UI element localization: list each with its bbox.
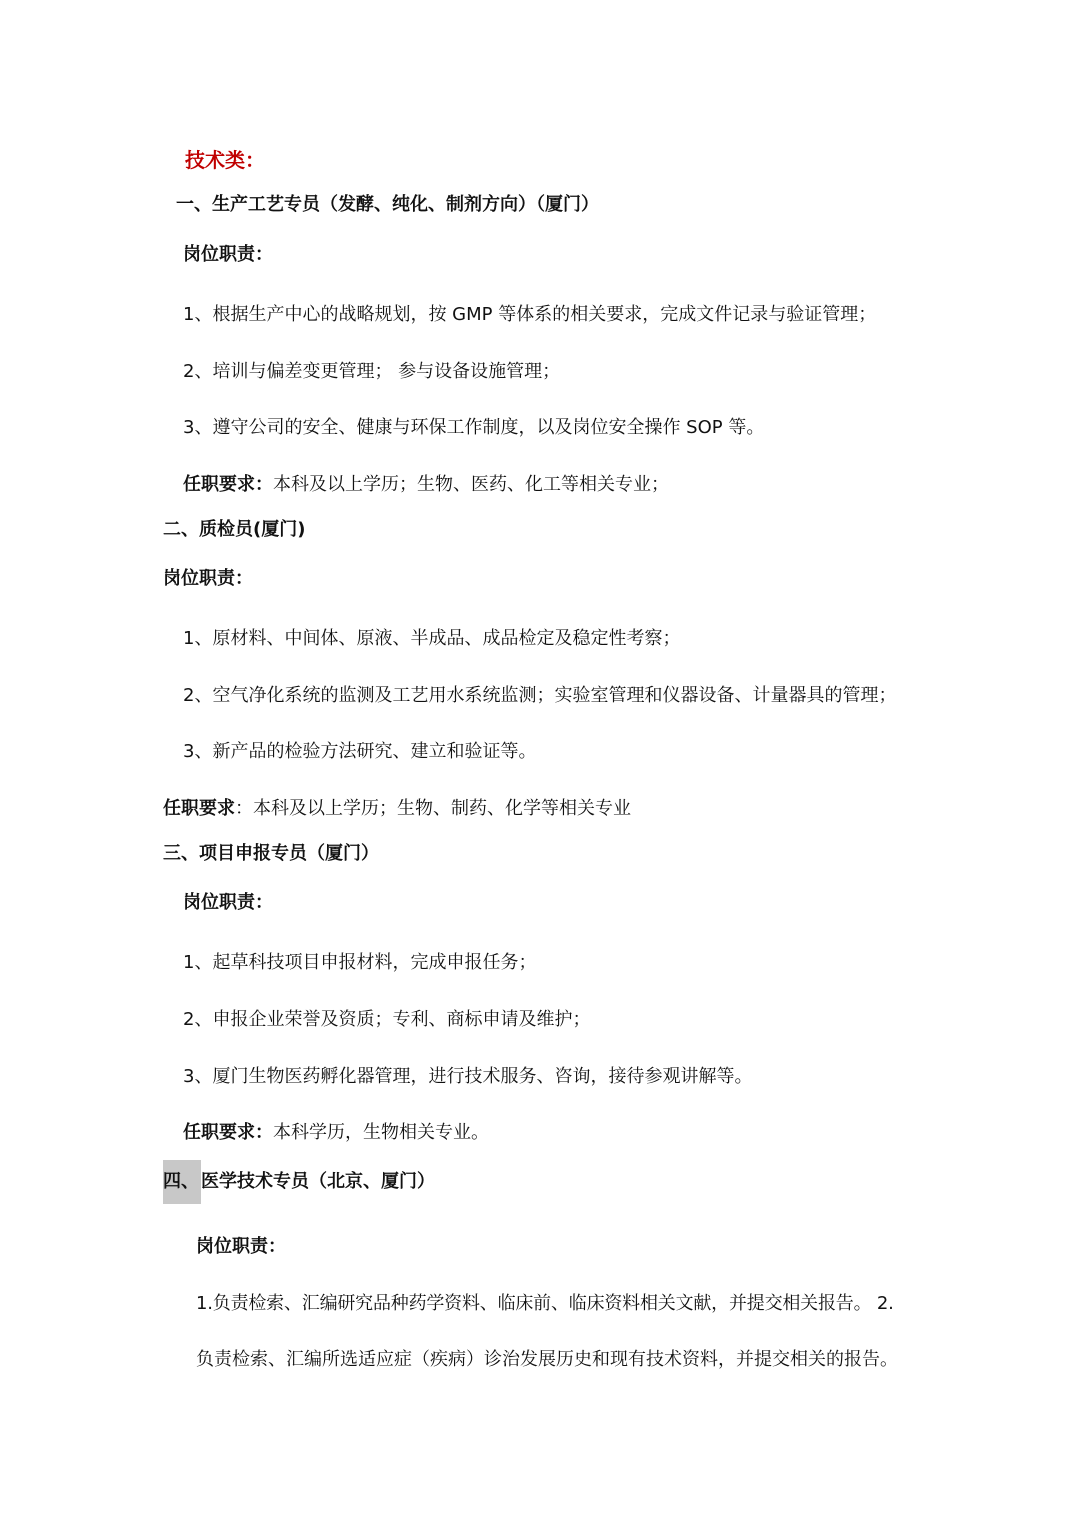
position-3-title: 三、项目申报专员（厦门） xyxy=(163,843,379,864)
requirements-text: 本科及以上学历；生物、医药、化工等相关专业； xyxy=(273,474,669,495)
position-1-requirements xyxy=(183,473,669,497)
requirements-label: 任职要求： xyxy=(183,474,273,495)
position-1-duty-1: 1、根据生产中心的战略规划，按 GMP 等体系的相关要求，完成文件记录与验证管理； xyxy=(183,304,877,325)
position-4-title xyxy=(163,1160,435,1204)
position-1-duty-2: 2、培训与偏差变更管理； 参与设备设施管理； xyxy=(183,361,561,382)
highlighted-title-prefix: 四、 xyxy=(163,1160,201,1204)
position-4-title-text: 医学技术专员（北京、厦门） xyxy=(201,1171,435,1192)
position-2-duties-label: 岗位职责： xyxy=(163,568,253,589)
category-heading: 技术类： xyxy=(185,148,265,172)
position-3-duty-3: 3、厦门生物医药孵化器管理，进行技术服务、咨询，接待参观讲解等。 xyxy=(183,1066,753,1087)
position-4-duties-label: 岗位职责： xyxy=(196,1236,286,1257)
position-3-duty-1: 1、起草科技项目申报材料，完成申报任务； xyxy=(183,952,537,973)
position-2-title: 二、质检员(厦门) xyxy=(163,519,306,540)
position-2-duty-2: 2、空气净化系统的监测及工艺用水系统监测；实验室管理和仪器设备、计量器具的管理； xyxy=(183,685,897,706)
position-4-duty-1: 1.负责检索、汇编研究品种药学资料、临床前、临床资料相关文献，并提交相关报告。 2. xyxy=(196,1293,894,1314)
position-1-duty-3: 3、遵守公司的安全、健康与环保工作制度，以及岗位安全操作 SOP 等。 xyxy=(183,417,765,438)
position-1-title: 一、生产工艺专员（发酵、纯化、制剂方向）（厦门） xyxy=(176,194,599,215)
position-3-requirements xyxy=(183,1121,489,1145)
requirements-text: 本科学历，生物相关专业。 xyxy=(273,1122,489,1143)
requirements-label: 任职要求 xyxy=(163,798,235,819)
position-3-duty-2: 2、申报企业荣誉及资质；专利、商标申请及维护； xyxy=(183,1009,591,1030)
requirements-text: ：本科及以上学历；生物、制药、化学等相关专业 xyxy=(235,798,631,819)
position-2-duty-3: 3、新产品的检验方法研究、建立和验证等。 xyxy=(183,741,537,762)
requirements-label: 任职要求： xyxy=(183,1122,273,1143)
position-3-duties-label: 岗位职责： xyxy=(183,892,273,913)
position-2-duty-1: 1、原材料、中间体、原液、半成品、成品检定及稳定性考察； xyxy=(183,628,681,649)
position-4-duty-2: 负责检索、汇编所选适应症（疾病）诊治发展历史和现有技术资料，并提交相关的报告。 xyxy=(196,1349,898,1370)
position-2-requirements xyxy=(163,797,631,821)
position-1-duties-label: 岗位职责： xyxy=(183,244,273,265)
